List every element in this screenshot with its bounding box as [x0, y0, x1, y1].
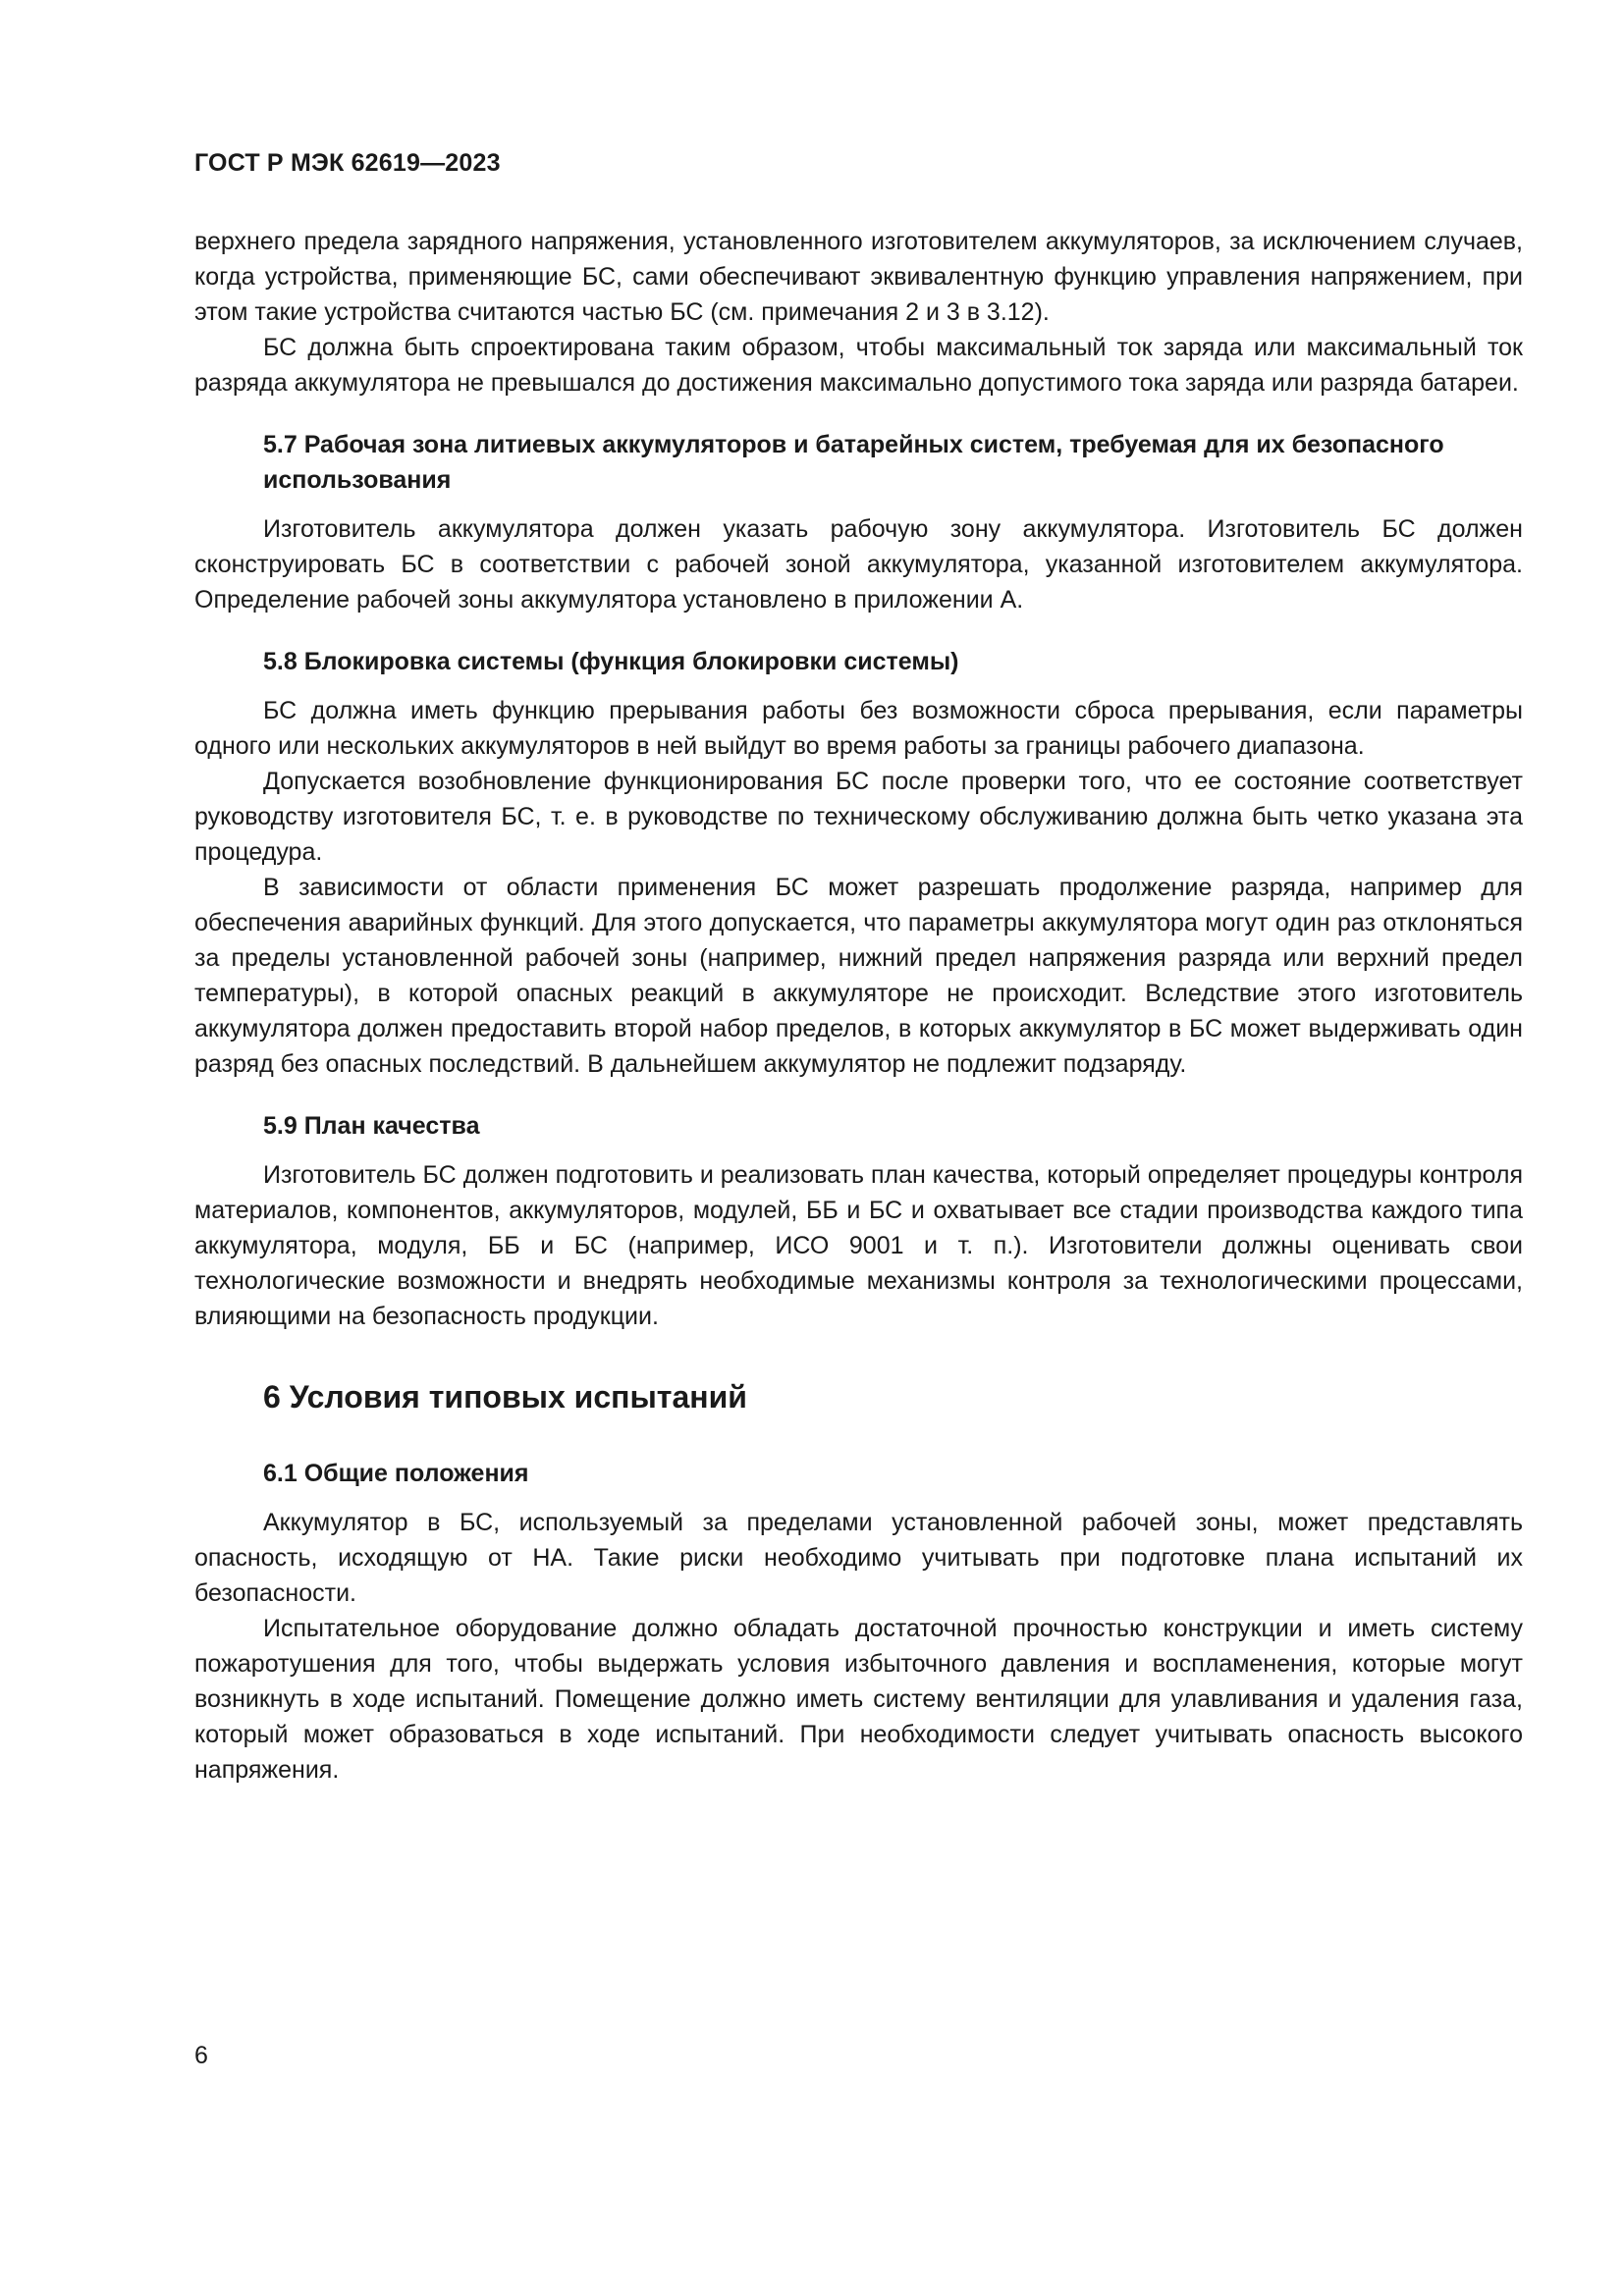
section-5-8-paragraph-1: БС должна иметь функцию прерывания работы без возможности сброса прерывания, если параметры одного или нескольких аккумуляторов в ней выйдут во время работы за границы рабочего диапазона.	[194, 697, 1523, 760]
section-5-8-paragraph-3: В зависимости от области применения БС может разрешать продолжение разряда, например для обеспечения аварийных функций. Для этого допускается, что параметры аккумулятора могут один раз отклоняться за пределы установленной рабочей зоны (например, нижний предел напряжения разряда или верхний предел температуры), в которой опасных реакций в аккумуляторе не происходит. Вследствие этого изготовитель аккумулятора должен предоставить второй набор пределов, в которых аккумулятор в БС может выдерживать один разряд без опасных последствий. В дальнейшем аккумулятор не подлежит подзаряду.	[194, 874, 1523, 1078]
running-header: ГОСТ Р МЭК 62619—2023	[194, 149, 501, 177]
section-5-8-paragraph-2: Допускается возобновление функционирования БС после проверки того, что ее состояние соответствует руководству изготовителя БС, т. е. в руководстве по техническому обслуживанию должна быть четко указана эта процедура.	[194, 768, 1523, 866]
section-5-9-heading: 5.9 План качества	[263, 1112, 480, 1140]
section-5-9-paragraph: Изготовитель БС должен подготовить и реализовать план качества, который определяет процедуры контроля материалов, компонентов, аккумуляторов, модулей, ББ и БС и охватывает все стадии производства каждого типа аккумулятора, модуля, ББ и БС (например, ИСО 9001 и т. п.). Изготовители должны оценивать свои технологические возможности и внедрять необходимые механизмы контроля за технологическими процессами, влияющими на безопасность продукции.	[194, 1161, 1523, 1330]
paragraph-bs-design: БС должна быть спроектирована таким образом, чтобы максимальный ток заряда или максимальный ток разряда аккумулятора не превышался до достижения максимально допустимого тока заряда или разряда батареи.	[194, 334, 1523, 397]
section-6-heading: 6 Условия типовых испытаний	[263, 1379, 747, 1415]
paragraph-continued: верхнего предела зарядного напряжения, установленного изготовителем аккумуляторов, за исключением случаев, когда устройства, применяющие БС, сами обеспечивают эквивалентную функцию управления напряжением, при этом такие устройства считаются частью БС (см. примечания 2 и 3 в 3.12).	[194, 228, 1523, 326]
section-5-8-heading: 5.8 Блокировка системы (функция блокировки системы)	[263, 648, 959, 675]
section-6-1-heading: 6.1 Общие положения	[263, 1460, 529, 1487]
page-number: 6	[194, 2042, 208, 2069]
section-5-7-paragraph: Изготовитель аккумулятора должен указать рабочую зону аккумулятора. Изготовитель БС должен сконструировать БС в соответствии с рабочей зоной аккумулятора, указанной изготовителем аккумулятора. Определение рабочей зоны аккумулятора установлено в приложении А.	[194, 515, 1523, 614]
section-6-1-paragraph-1: Аккумулятор в БС, используемый за пределами установленной рабочей зоны, может представлять опасность, исходящую от НА. Такие риски необходимо учитывать при подготовке плана испытаний их безопасности.	[194, 1509, 1523, 1607]
page-content	[194, 224, 1523, 1788]
section-6-1-paragraph-2: Испытательное оборудование должно обладать достаточной прочностью конструкции и иметь систему пожаротушения для того, чтобы выдержать условия избыточного давления и воспламенения, которые могут возникнуть в ходе испытаний. Помещение должно иметь систему вентиляции для улавливания и удаления газа, который может образоваться в ходе испытаний. При необходимости следует учитывать опасность высокого напряжения.	[194, 1615, 1523, 1784]
section-5-7-heading: 5.7 Рабочая зона литиевых аккумуляторов и батарейных систем, требуемая для их безопасного использования	[263, 431, 1444, 494]
